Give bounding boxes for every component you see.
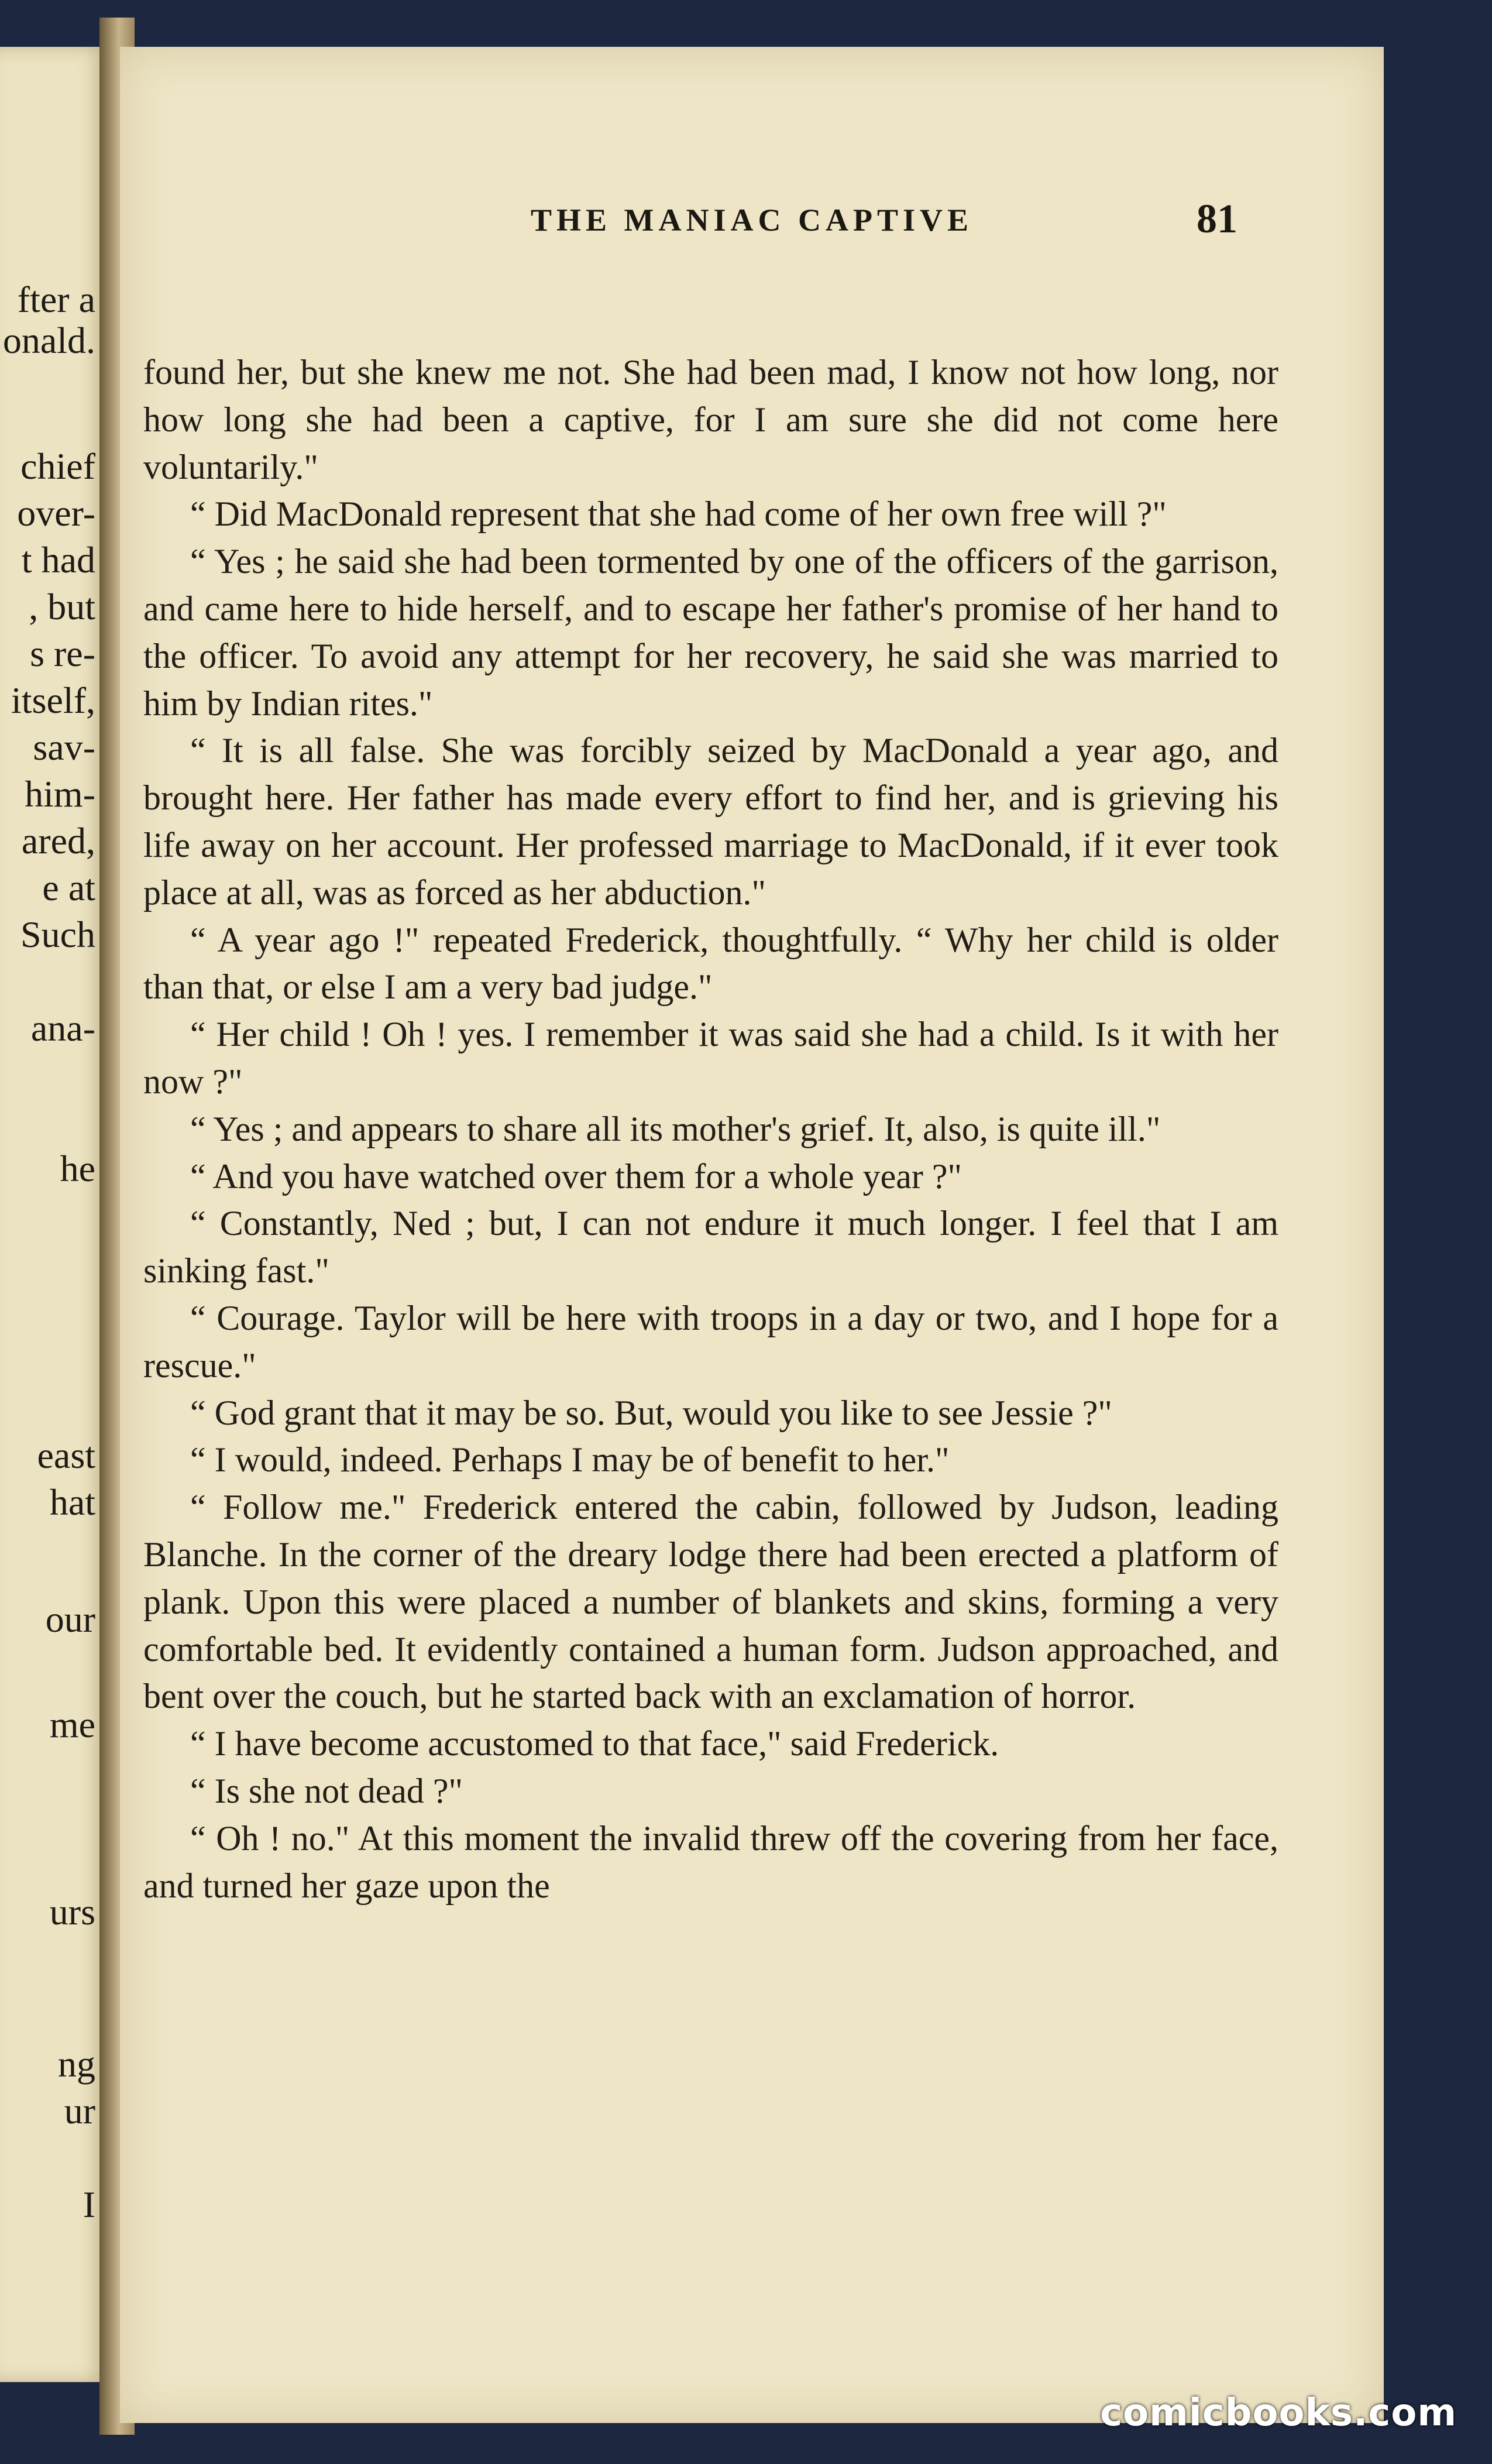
paragraph: “ Follow me." Frederick entered the cabin, followed by Judson, leading Blanche. In the corner of the dreary lodge there had been erected a platform of plank. Upon this were placed a number of blankets and skins, forming a very comfortable bed. It evidently contained a human form. Judson approached, and bent over the couch, but he started back with an exclamation of horror. xyxy=(143,1488,1278,1716)
paragraph: “ Constantly, Ned ; but, I can not endure it much longer. I feel that I am sinking fast." xyxy=(143,1204,1278,1291)
paragraph: “ Yes ; he said she had been tormented by one of the officers of the garrison, and came here to hide herself, and to escape her father's promise of her hand to the officer. To avoid any attempt for her recovery, he said she was married to him by Indian rites." xyxy=(143,542,1278,723)
paragraph: “ Her child ! Oh ! yes. I remember it was said she had a child. Is it with her now ?" xyxy=(143,1015,1278,1101)
watermark: comicbooks.com xyxy=(1100,2391,1457,2435)
previous-page-fragment: sav- xyxy=(33,726,95,768)
previous-page-fragment: east xyxy=(37,1435,95,1476)
previous-page-fragment: urs xyxy=(49,1891,95,1933)
previous-page xyxy=(0,47,108,2382)
previous-page-fragment: ared, xyxy=(21,820,95,862)
previous-page-fragment: fter a xyxy=(17,279,95,320)
book-page xyxy=(120,47,1384,2423)
previous-page-fragment: itself, xyxy=(11,680,95,721)
previous-page-fragment: hat xyxy=(49,1481,95,1523)
previous-page-fragment: I xyxy=(82,2184,95,2225)
previous-page-fragment: t had xyxy=(21,539,95,581)
previous-page-fragment: him- xyxy=(25,773,95,815)
previous-page-fragment: s re- xyxy=(30,633,95,674)
paragraph: “ God grant that it may be so. But, would you like to see Jessie ?" xyxy=(190,1393,1112,1432)
previous-page-fragment: chief xyxy=(20,445,95,487)
previous-page-fragment: he xyxy=(60,1148,95,1189)
paragraph: “ Did MacDonald represent that she had come of her own free will ?" xyxy=(190,495,1167,534)
previous-page-fragment: me xyxy=(49,1704,95,1745)
previous-page-fragment: , but xyxy=(29,586,95,627)
page-number: 81 xyxy=(1197,197,1237,242)
previous-page-fragment: ana- xyxy=(30,1007,95,1049)
paragraph: “ It is all false. She was forcibly seized by MacDonald a year ago, and brought here. Her father has made every effort to find her, and is grieving his life away on her account. Her professed marriage to MacDonald, if it ever took place at all, was as forced as her abduction." xyxy=(143,731,1278,912)
paragraph: “ Is she not dead ?" xyxy=(190,1771,463,1810)
paragraph: “ Courage. Taylor will be here with troops in a day or two, and I hope for a rescue." xyxy=(143,1298,1278,1385)
previous-page-fragment: over- xyxy=(17,492,95,534)
previous-page-fragment: onald. xyxy=(2,320,95,361)
previous-page-fragment: ng xyxy=(58,2043,95,2085)
paragraph: “ A year ago !" repeated Frederick, thoughtfully. “ Why her child is older than that, or else I am a very bad judge." xyxy=(143,920,1278,1007)
running-title: THE MANIAC CAPTIVE xyxy=(530,203,974,238)
body-text xyxy=(143,349,1278,1909)
paragraph: “ I would, indeed. Perhaps I may be of benefit to her." xyxy=(190,1440,950,1480)
previous-page-fragment: e at xyxy=(42,867,95,908)
paragraph: “ Oh ! no." At this moment the invalid threw off the covering from her face, and turned her gaze upon the xyxy=(143,1818,1278,1905)
paragraph: “ Yes ; and appears to share all its mother's grief. It, also, is quite ill." xyxy=(190,1109,1161,1148)
paragraph: “ I have become accustomed to that face," said Frederick. xyxy=(190,1724,999,1763)
running-head xyxy=(120,197,1384,249)
previous-page-fragment: ur xyxy=(64,2090,95,2132)
previous-page-fragment: our xyxy=(45,1598,95,1640)
paragraph: found her, but she knew me not. She had been mad, I know not how long, nor how long she had been a captive, for I am sure she did not come here voluntarily." xyxy=(143,353,1278,486)
paragraph: “ And you have watched over them for a whole year ?" xyxy=(190,1156,962,1196)
previous-page-fragment: Such xyxy=(20,914,95,955)
